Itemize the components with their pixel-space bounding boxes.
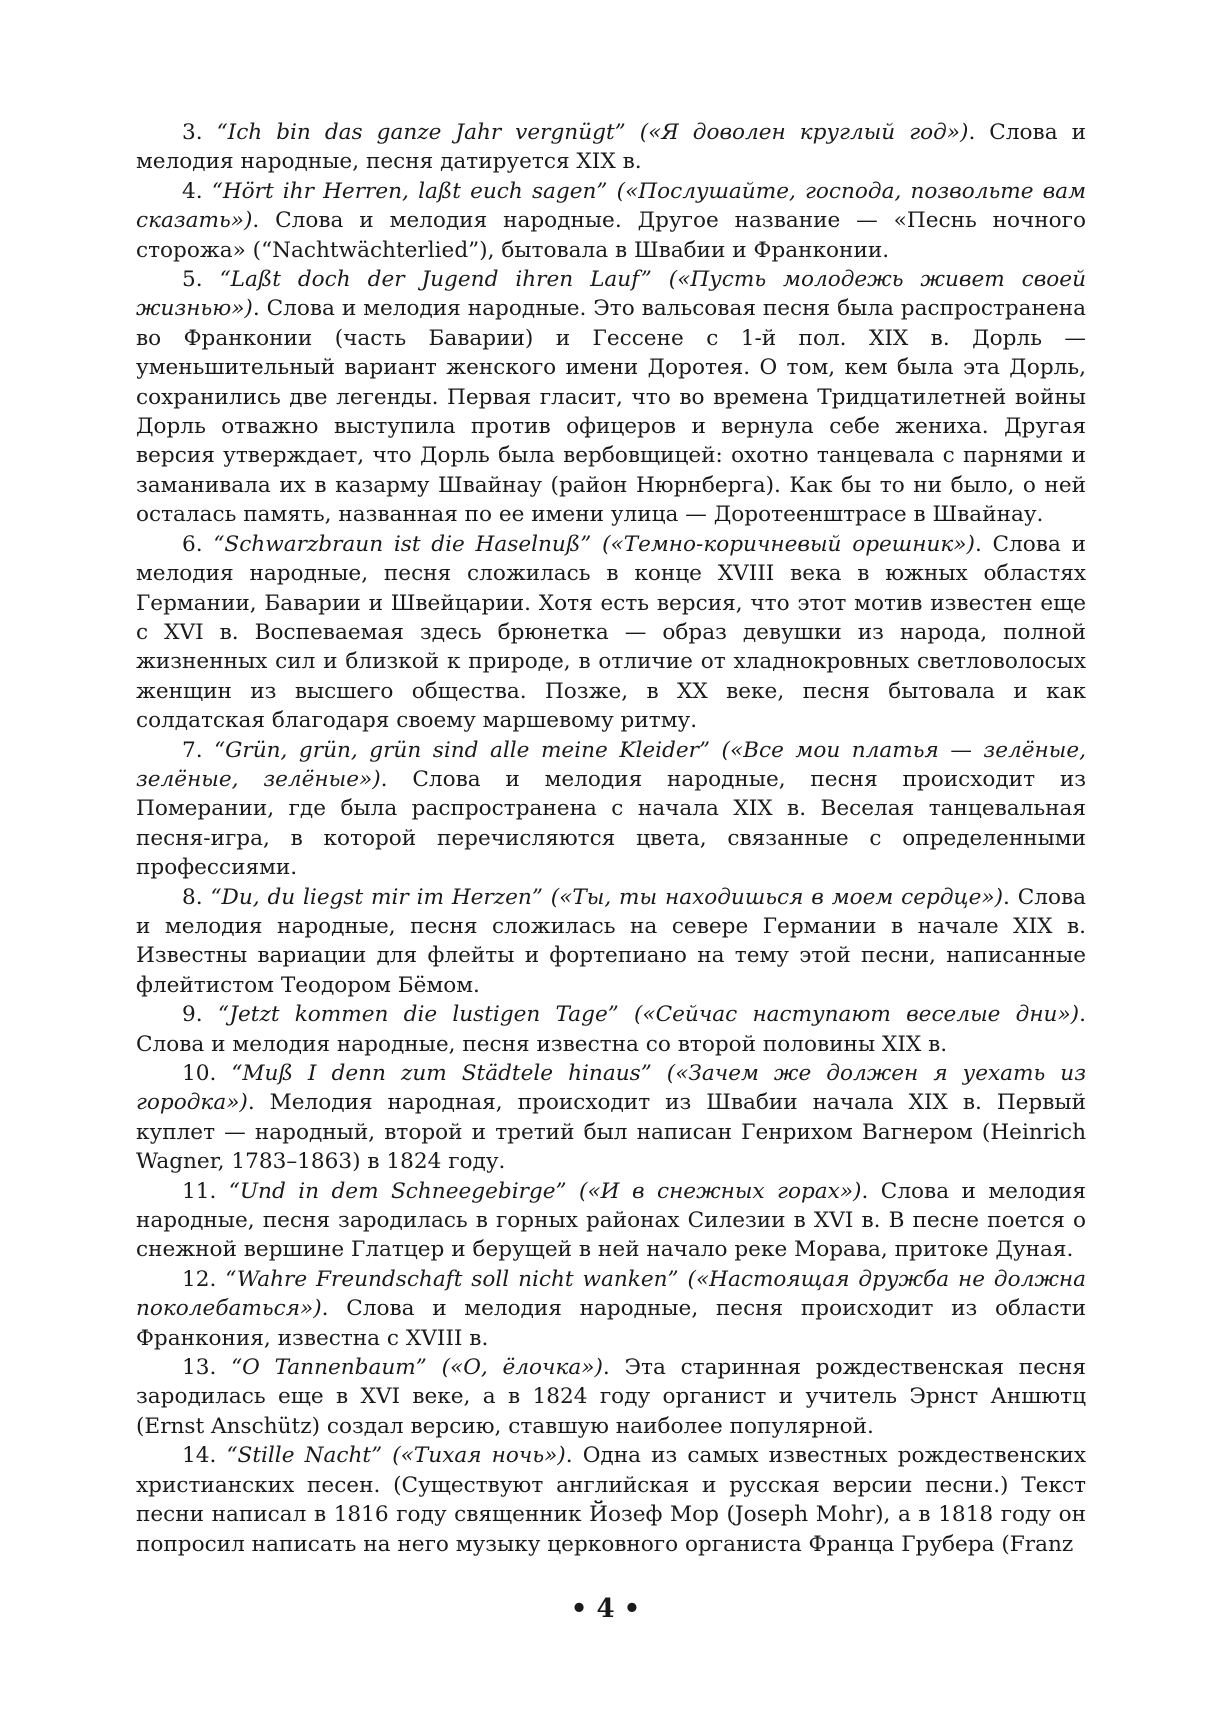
song-entry-4 xyxy=(136,177,1086,265)
entry-number: 11. xyxy=(182,1178,217,1204)
song-title: “Stille Nacht” xyxy=(226,1443,383,1469)
song-translation: («Зачем же должен я уехать из городка») xyxy=(136,1061,1086,1116)
song-entry-8 xyxy=(136,883,1086,1001)
song-translation: («Послушайте, господа, позвольте вам сказать») xyxy=(136,178,1087,234)
song-title: “Ich bin das ganze Jahr vergnügt” xyxy=(216,120,626,145)
entry-number: 10. xyxy=(182,1061,217,1086)
song-translation: («Пусть молодежь живет своей жизнью») xyxy=(136,267,1086,322)
song-entry-14 xyxy=(136,1441,1086,1559)
entry-number: 9. xyxy=(182,1002,203,1028)
song-translation: («Тихая ночь») xyxy=(392,1443,566,1469)
song-entry-12 xyxy=(136,1265,1086,1353)
song-title: “Jetzt kommen die lustigen Tage” xyxy=(217,1002,619,1028)
entry-text: . Слова и мелодия народные, песня сложилась на севере Германии в начале XIX в. Известны вариации для флейты и фортепиано на тему этой песни, написанные флейтистом Теодором Бёмом. xyxy=(136,884,1086,998)
song-translation: («И в снежных горах») xyxy=(579,1178,862,1204)
page-body xyxy=(136,118,1086,1559)
song-translation: («Настоящая дружба не должна поколебаться») xyxy=(136,1266,1086,1322)
song-entry-9 xyxy=(136,1000,1086,1059)
entry-number: 8. xyxy=(182,884,203,910)
entry-text: . Слова и мелодия народные, песня зародилась в горных районах Силезии в XVI в. В песне поется о снежной вершине Глатцер и берущей в ней начало реке Морава, притоке Дуная. xyxy=(136,1178,1086,1263)
song-title: “Hört ihr Herren, laßt euch sagen” xyxy=(211,178,608,204)
entry-text: . Слова и мелодия народные, песня известна со второй половины XIX в. xyxy=(136,1002,1086,1057)
entry-number: 7. xyxy=(182,737,203,763)
song-entry-7 xyxy=(136,736,1086,883)
entry-text: . Мелодия народная, происходит из Швабии начала XIX в. Первый куплет — народный, второй и третий был написан Генрихом Вагнером (Heinrich Wagner, 1783–1863) в 1824 году. xyxy=(136,1090,1086,1175)
song-title: “Muß I denn zum Städtele hinaus” xyxy=(231,1061,652,1086)
song-entry-10 xyxy=(136,1059,1086,1177)
song-entry-11 xyxy=(136,1177,1086,1265)
entry-text: . Одна из самых известных рождественских христианских песен. (Существуют английская и русская версии песни.) Текст песни написал в 1816 году священник Йозеф Мор (Joseph Mohr), а в 1818 году он попросил написать на него музыку церковного органиста Франца Грубера (Franz xyxy=(136,1443,1086,1557)
entry-text: . Слова и мелодия народные, песня происходит из Померании, где была распространена с начала XIX в. Веселая танцевальная песня-игра, в которой перечисляются цвета, связанные с определенными профессиями. xyxy=(136,766,1086,881)
entry-text: . Слова и мелодия народные. Другое название — «Песнь ночного сторожа» (“Nachtwächterlied”), бытовала в Швабии и Франконии. xyxy=(136,208,1086,263)
song-title: “Wahre Freundschaft soll nicht wanken” xyxy=(225,1266,679,1292)
entry-text: . Слова и мелодия народные, песня датируется XIX в. xyxy=(136,120,1086,175)
song-translation: («О, ёлочка») xyxy=(441,1355,603,1381)
entry-number: 13. xyxy=(182,1355,217,1381)
entry-number: 5. xyxy=(182,267,203,293)
song-title: “O Tannenbaum” xyxy=(231,1355,427,1381)
song-translation: («Темно-коричневый орешник») xyxy=(602,531,975,557)
song-translation: («Все мои платья — зелёные, зелёные, зелёные») xyxy=(136,737,1086,792)
song-title: “Laßt doch der Jugend ihren Lauf” xyxy=(219,267,652,293)
song-translation: («Я доволен круглый год») xyxy=(639,120,969,145)
song-translation: («Сейчас наступают веселые дни») xyxy=(634,1002,1080,1028)
entry-text: . Слова и мелодия народные. Это вальсовая песня была распространена во Франконии (часть Баварии) и Гессене с 1-й пол. XIX в. Дорль — уменьшительный вариант женского имени Доротея. О том, кем была эта Дорль, сохранились две легенды. Первая гласит, что во времена Тридцатилетней войны Дорль отважно выступила против офицеров и вернула себе жениха. Другая версия утверждает, что Дорль была вербовщицей: охотно танцевала с парнями и заманивала их в казарму Швайнау (район Нюрнберга). Как бы то ни было, о ней осталась память, названная по ее имени улица — Доротеенштрасе в Швайнау. xyxy=(136,296,1086,528)
song-translation: («Ты, ты находишься в моем сердце») xyxy=(550,884,1003,910)
song-entry-6 xyxy=(136,530,1086,736)
entry-number: 12. xyxy=(182,1266,217,1292)
song-entry-13 xyxy=(136,1353,1086,1441)
song-title: “Grün, grün, grün sind alle meine Kleider” xyxy=(214,737,711,763)
song-entry-5 xyxy=(136,265,1086,530)
entry-text: . Слова и мелодия народные, песня происходит из области Франкония, известна с XVIII в. xyxy=(136,1296,1086,1351)
entry-text: . Эта старинная рождественская песня зародилась еще в XVI веке, а в 1824 году органист и учитель Эрнст Аншютц (Ernst Anschütz) создал версию, ставшую наиболее популярной. xyxy=(136,1355,1086,1439)
song-title: “Und in dem Schneegebirge” xyxy=(228,1178,567,1204)
entry-number: 3. xyxy=(182,120,203,145)
entry-number: 6. xyxy=(182,531,203,557)
entry-text: . Слова и мелодия народные, песня сложилась в конце XVIII века в южных областях Германии, Баварии и Швейцарии. Хотя есть версия, что этот мотив известен еще с XVI в. Воспеваемая здесь брюнетка — образ девушки из народа, полной жизненных сил и близкой к природе, в отличие от хладнокровных светловолосых женщин из высшего общества. Позже, в XX веке, песня бытовала и как солдатская благодаря своему маршевому ритму. xyxy=(136,531,1086,734)
song-title: “Schwarzbraun ist die Haselnuß” xyxy=(213,531,592,557)
page-number: • 4 • xyxy=(570,1594,641,1624)
song-title: “Du, du liegst mir im Herzen” xyxy=(210,884,543,910)
entry-number: 4. xyxy=(182,178,203,204)
song-entry-3 xyxy=(136,118,1086,177)
entry-number: 14. xyxy=(182,1443,217,1469)
